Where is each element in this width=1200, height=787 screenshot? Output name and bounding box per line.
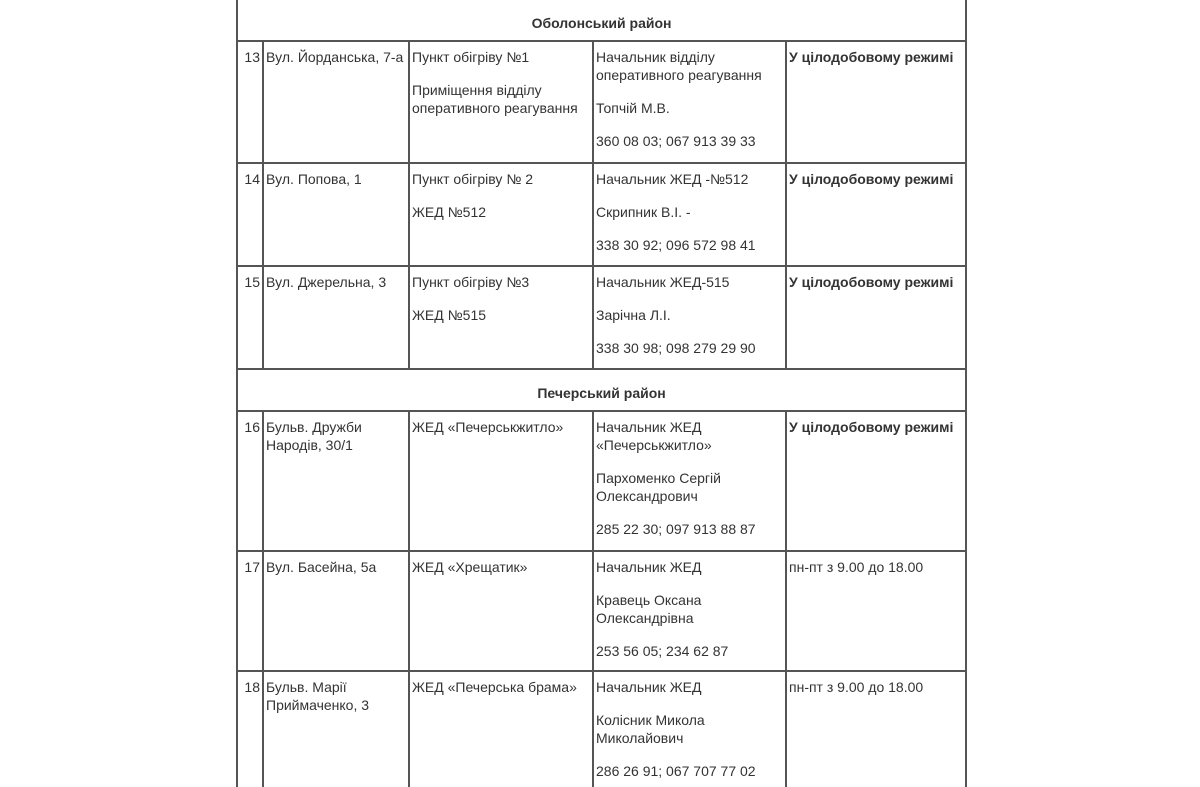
row-number: 16 xyxy=(237,411,263,551)
responsible-phones: 338 30 92; 096 572 98 41 xyxy=(596,237,756,253)
responsible-position: Начальник відділу оперативного реагування xyxy=(596,49,762,83)
heating-point-cell xyxy=(409,163,593,266)
table-row xyxy=(237,671,966,787)
table-row xyxy=(237,163,966,266)
responsible-name: Колісник Микола Миколайович xyxy=(596,712,705,746)
heating-points-table-container xyxy=(236,0,965,787)
table-row xyxy=(237,266,966,369)
heating-point-title: ЖЕД «Печерська брама» xyxy=(412,679,577,695)
heating-point-title: ЖЕД «Печерськжитло» xyxy=(412,419,564,435)
row-number: 14 xyxy=(237,163,263,266)
responsible-position: Начальник ЖЕД-515 xyxy=(596,274,730,290)
district-header-row xyxy=(237,369,966,411)
responsible-name: Пархоменко Сергій Олександрович xyxy=(596,470,721,504)
address-cell: Бульв. Марії Приймаченко, 3 xyxy=(263,671,409,787)
responsible-name: Скрипник В.І. - xyxy=(596,204,691,220)
address-cell: Вул. Басейна, 5а xyxy=(263,551,409,671)
row-number: 13 xyxy=(237,41,263,163)
row-number: 15 xyxy=(237,266,263,369)
responsible-phones: 286 26 91; 067 707 77 02 xyxy=(596,763,756,779)
responsible-name: Кравець Оксана Олександрівна xyxy=(596,592,702,626)
responsible-person-cell xyxy=(593,163,786,266)
responsible-phones: 338 30 98; 098 279 29 90 xyxy=(596,340,756,356)
row-number: 18 xyxy=(237,671,263,787)
table-row xyxy=(237,41,966,163)
district-name: Оболонський район xyxy=(237,0,966,41)
responsible-person-cell xyxy=(593,551,786,671)
responsible-name: Топчій М.В. xyxy=(596,100,670,116)
heating-point-cell xyxy=(409,266,593,369)
heating-point-cell xyxy=(409,41,593,163)
district-name: Печерський район xyxy=(237,369,966,411)
responsible-person-cell xyxy=(593,41,786,163)
address-cell: Вул. Джерельна, 3 xyxy=(263,266,409,369)
heating-point-title: Пункт обігріву №1 xyxy=(412,49,530,65)
responsible-person-cell xyxy=(593,266,786,369)
table-row xyxy=(237,411,966,551)
responsible-position: Начальник ЖЕД xyxy=(596,679,702,695)
heating-point-location: Приміщення відділу оперативного реагування xyxy=(412,82,578,116)
heating-point-cell xyxy=(409,411,593,551)
responsible-position: Начальник ЖЕД -№512 xyxy=(596,171,749,187)
address-cell: Бульв. Дружби Народів, 30/1 xyxy=(263,411,409,551)
district-header-row xyxy=(237,0,966,41)
working-mode-cell: пн-пт з 9.00 до 18.00 xyxy=(786,671,966,787)
address-cell: Вул. Попова, 1 xyxy=(263,163,409,266)
working-mode-cell: У цілодобовому режимі xyxy=(786,266,966,369)
responsible-position: Начальник ЖЕД «Печерськжитло» xyxy=(596,419,712,453)
responsible-name: Зарічна Л.І. xyxy=(596,307,671,323)
responsible-phones: 253 56 05; 234 62 87 xyxy=(596,643,729,659)
responsible-phones: 285 22 30; 097 913 88 87 xyxy=(596,521,756,537)
heating-point-cell xyxy=(409,551,593,671)
heating-point-title: Пункт обігріву № 2 xyxy=(412,171,534,187)
working-mode-cell: У цілодобовому режимі xyxy=(786,41,966,163)
address-cell: Вул. Йорданська, 7-а xyxy=(263,41,409,163)
heating-point-title: Пункт обігріву №3 xyxy=(412,274,530,290)
working-mode-cell: У цілодобовому режимі xyxy=(786,411,966,551)
responsible-position: Начальник ЖЕД xyxy=(596,559,702,575)
heating-point-title: ЖЕД «Хрещатик» xyxy=(412,559,528,575)
heating-point-location: ЖЕД №512 xyxy=(412,204,487,220)
working-mode-cell: У цілодобовому режимі xyxy=(786,163,966,266)
table-row xyxy=(237,551,966,671)
row-number: 17 xyxy=(237,551,263,671)
responsible-person-cell xyxy=(593,671,786,787)
working-mode-cell: пн-пт з 9.00 до 18.00 xyxy=(786,551,966,671)
heating-point-location: ЖЕД №515 xyxy=(412,307,487,323)
responsible-phones: 360 08 03; 067 913 39 33 xyxy=(596,133,756,149)
responsible-person-cell xyxy=(593,411,786,551)
heating-point-cell xyxy=(409,671,593,787)
heating-points-table xyxy=(236,0,967,787)
